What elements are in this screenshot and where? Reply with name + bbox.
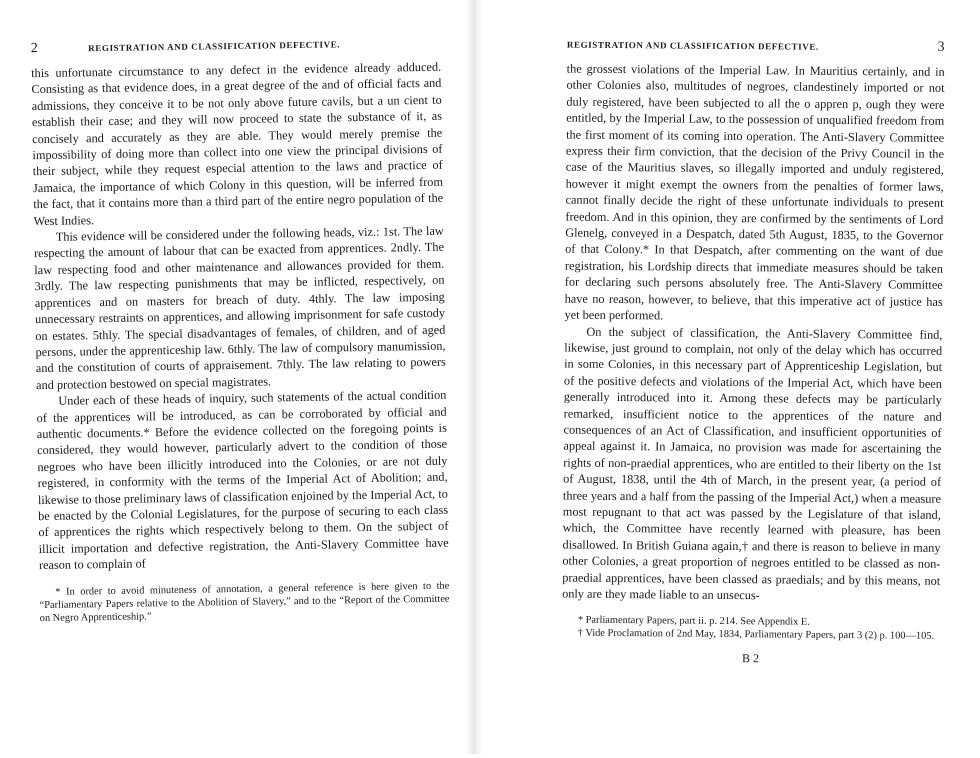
gutter-shadow-right [474, 0, 482, 754]
right-body-text [562, 61, 945, 606]
right-head-title: REGISTRATION AND CLASSIFICATION DEFECTIVE. [566, 39, 819, 52]
left-page-number: 2 [30, 41, 39, 57]
paragraph: On the subject of classification, the Anti-Slavery Committee find, likewise, just ground to complain, not only of the delay which has occurred in some Colonies, in this necessary part of Apprenticeship Legislation, but of the positive defects and violations of the Imperial Act, which have been generally introduced into it. Among these defects may be particularly remarked, insufficient notice to the apprentices of the nature and consequences of an Act of Classification, and insufficient opportunities of appeal against it. In Jamaica, no provision was made for ascertaining the rights of non-praedial apprentices, who are entitled to their liberty on the 1st of August, 1838, until the 4th of March, in the present year, (a period of three years and a half from the passing of the Imperial Act,) when a measure most repugnant to that act was passed by the Legislature of that island, which, the Committee have recently learned with pleasure, has been disallowed. In British Guiana again,† and there is reason to believe in many other Colonies, a great proportion of negroes entitled to be classed as non-praedial apprentices, have been classed as praedials; and by this means, not only are they made liable to an unsecus- [562, 324, 943, 603]
right-footnotes [562, 614, 940, 643]
gutter-shadow-left [466, 0, 474, 754]
left-page [0, 0, 476, 758]
paragraph: Under each of these heads of inquiry, such statements of the actual condition of the apprentices will be introduced, as can be corroborated by official and authentic documents.* Before the evidence collected on the foregoing points is considered, they would however, particularly advert to the condition of those negroes who have been illicitly introduced into the Colonies, or are not duly registered, in conformity with the terms of the Imperial Act of Abolition; and, likewise to those preliminary laws of classification enjoined by the Imperial Act, to be enacted by the Colonial Legislatures, for the purpose of securing to each class of apprentices the rights which respectively belong to them. On the subject of illicit importation and defective registration, the Anti-Slavery Committee have reason to complain of [36, 387, 449, 573]
right-page [475, 0, 980, 756]
paragraph: this unfortunate circumstance to any defect in the evidence already adduced. Consisting as that evidence does, in a great degree of the and of official facts and admissions, they conceive it to be not only above future cavils, but a un cient to establish their case; and they will now proceed to state the substance of it, as concisely and accurately as they are able. They would merely premise the impossibility of doing more than collect into one view the principal divisions of their subject, while they request especial attention to the laws and practice of Jamaica, the importance of which Colony in this question, will be inferred from the fact, that it contains more than a third part of the entire negro population of the West Indies. [31, 59, 444, 228]
right-page-number: 3 [937, 39, 945, 55]
left-running-head [31, 35, 441, 57]
footnote: * Parliamentary Papers, part ii. p. 214. See Appendix E. [577, 615, 810, 629]
left-body-text [31, 59, 449, 574]
footnote: † Vide Proclamation of 2nd May, 1834, Parliamentary Papers, part 3 (2) p. 100—105. [577, 628, 935, 643]
left-footnotes [39, 579, 450, 624]
paragraph: This evidence will be considered under the following heads, viz.: 1st. The law respecting the amount of labour that can be exacted from apprentices. 2ndly. The law respecting food and other maintenance and allowances provided for them. 3rdly. The law respecting punishments that may be inflicted, respectively, on apprentices and on masters for breach of duty. 4thly. The law imposing unnecessary restraints on apprentices, and allowing imprisonment for safe custody on estates. 5thly. The special disadvantages of females, of children, and of aged persons, under the apprenticeship law. 6thly. The law of compulsory manumission, and the constitution of courts of appraisement. 7thly. The law relating to powers and protection bestowed on special magistrates. [33, 223, 446, 392]
left-head-title: REGISTRATION AND CLASSIFICATION DEFECTIVE. [88, 39, 341, 54]
footnote: * In order to avoid minuteness of annotation, a general reference is here given to the “Parliamentary Papers relative to the Abolition of Slavery,” and to the “Report of the Committee on Negro Apprenticeship.” [39, 580, 450, 624]
right-running-head [567, 37, 945, 56]
paragraph: the grossest violations of the Imperial Law. In Mauritius certainly, and in other Colonies also, multitudes of negroes, clandestinely imported or not duly registered, have been subjected to all the o appren p, ough they were entitled, by the Imperial Law, to the possession of unqualified freedom from the first moment of its coming into operation. The Anti-Slavery Committee express their firm conviction, that the decision of the Privy Council in the case of the Mauritius slaves, so illegally imported and unduly registered, however it might exempt the owners from the penalties of former laws, cannot finally decide the right of these unfortunate individuals to present freedom. And in this opinion, they are confirmed by the sentiments of Lord Glenelg, conveyed in a Despatch, dated 5th August, 1835, to the Governor of that Colony.* In that Despatch, after commenting on the want of due registration, his Lordship directs that immediate measures should be taken for declaring such persons absolutely free. The Anti-Slavery Committee have no reason, however, to believe, that this imperative act of justice has yet been performed. [564, 61, 945, 323]
signature-mark: B 2 [741, 651, 760, 666]
